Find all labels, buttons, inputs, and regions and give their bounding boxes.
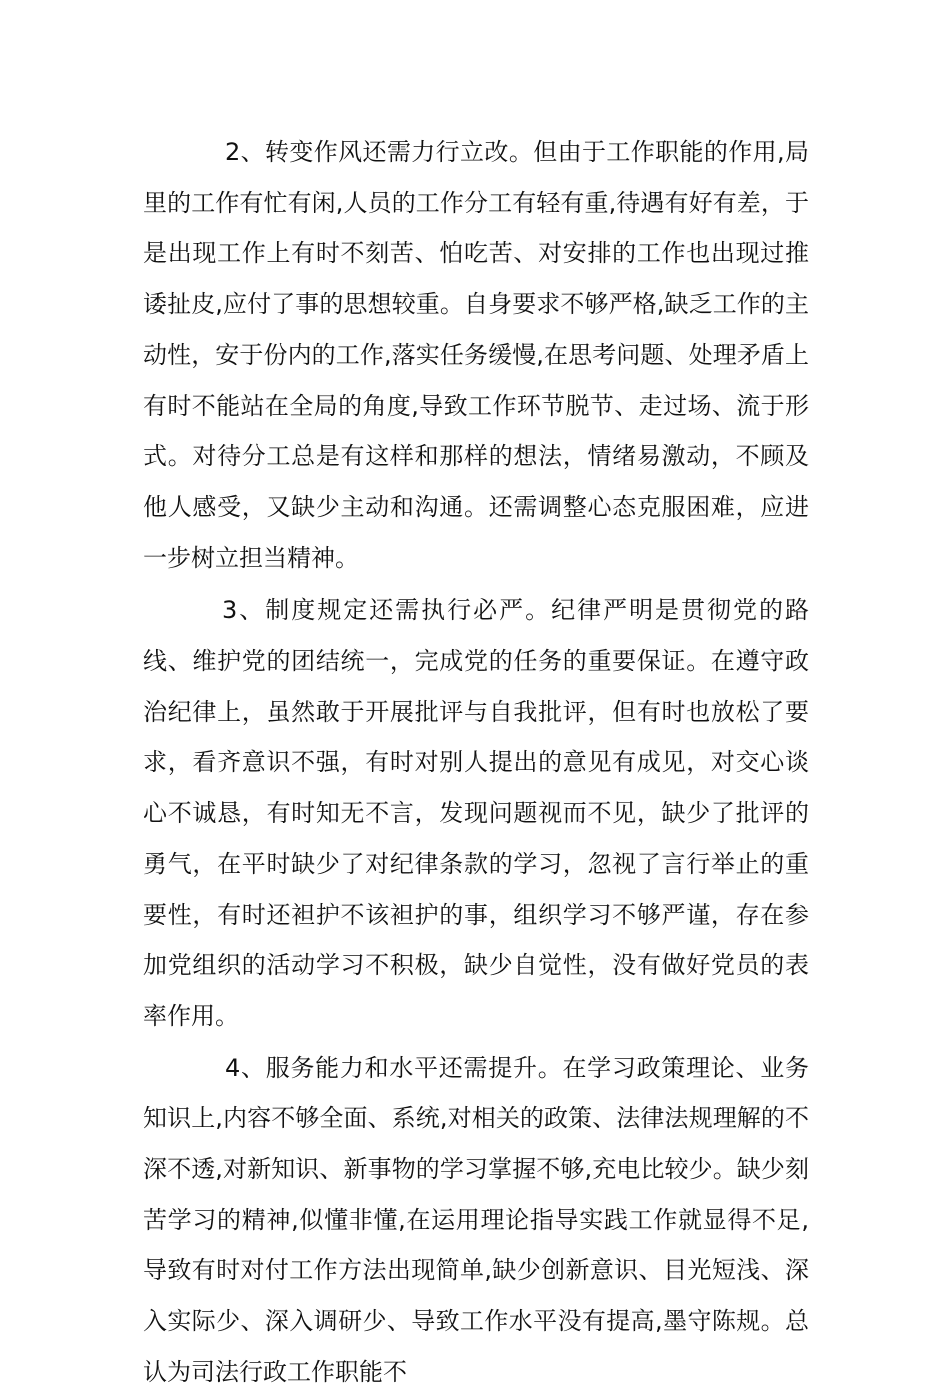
paragraph-3: 3、制度规定还需执行必严。纪律严明是贯彻党的路线、维护党的团结统一，完成党的任务的重要保证。在遵守政治纪律上，虽然敢于开展批评与自我批评，但有时也放松了要求，看齐意识不强，有时对别人提出的意见有成见，对交心谈心不诚恳，有时知无不言，发现问题视而不见，缺少了批评的勇气，在平时缺少了对纪律条款的学习，忽视了言行举止的重要性，有时还袒护不该袒护的事，组织学习不够严谨，存在参加党组织的活动学习不积极，缺少自觉性，没有做好党员的表率作用。 <box>143 596 809 1030</box>
paragraph-4: 4、服务能力和水平还需提升。在学习政策理论、业务知识上,内容不够全面、系统,对相关的政策、法律法规理解的不深不透,对新知识、新事物的学习掌握不够,充电比较少。缺少刻苦学习的精神,似懂非懂,在运用理论指导实践工作就显得不足,导致有时对付工作方法出现简单,缺少创新意识、目光短浅、深入实际少、深入调研少、导致工作水平没有提高,墨守陈规。总认为司法行政工作职能不 <box>143 1053 809 1386</box>
document-body <box>143 127 809 1398</box>
paragraph-2: 2、转变作风还需力行立改。但由于工作职能的作用,局里的工作有忙有闲,人员的工作分工有轻有重,待遇有好有差，于是出现工作上有时不刻苦、怕吃苦、对安排的工作也出现过推诿扯皮,应付了事的思想较重。自身要求不够严格,缺乏工作的主动性，安于份内的工作,落实任务缓慢,在思考问题、处理矛盾上有时不能站在全局的角度,导致工作环节脱节、走过场、流于形式。对待分工总是有这样和那样的想法，情绪易激动，不顾及他人感受，又缺少主动和沟通。还需调整心态克服困难，应进一步树立担当精神。 <box>143 138 809 572</box>
